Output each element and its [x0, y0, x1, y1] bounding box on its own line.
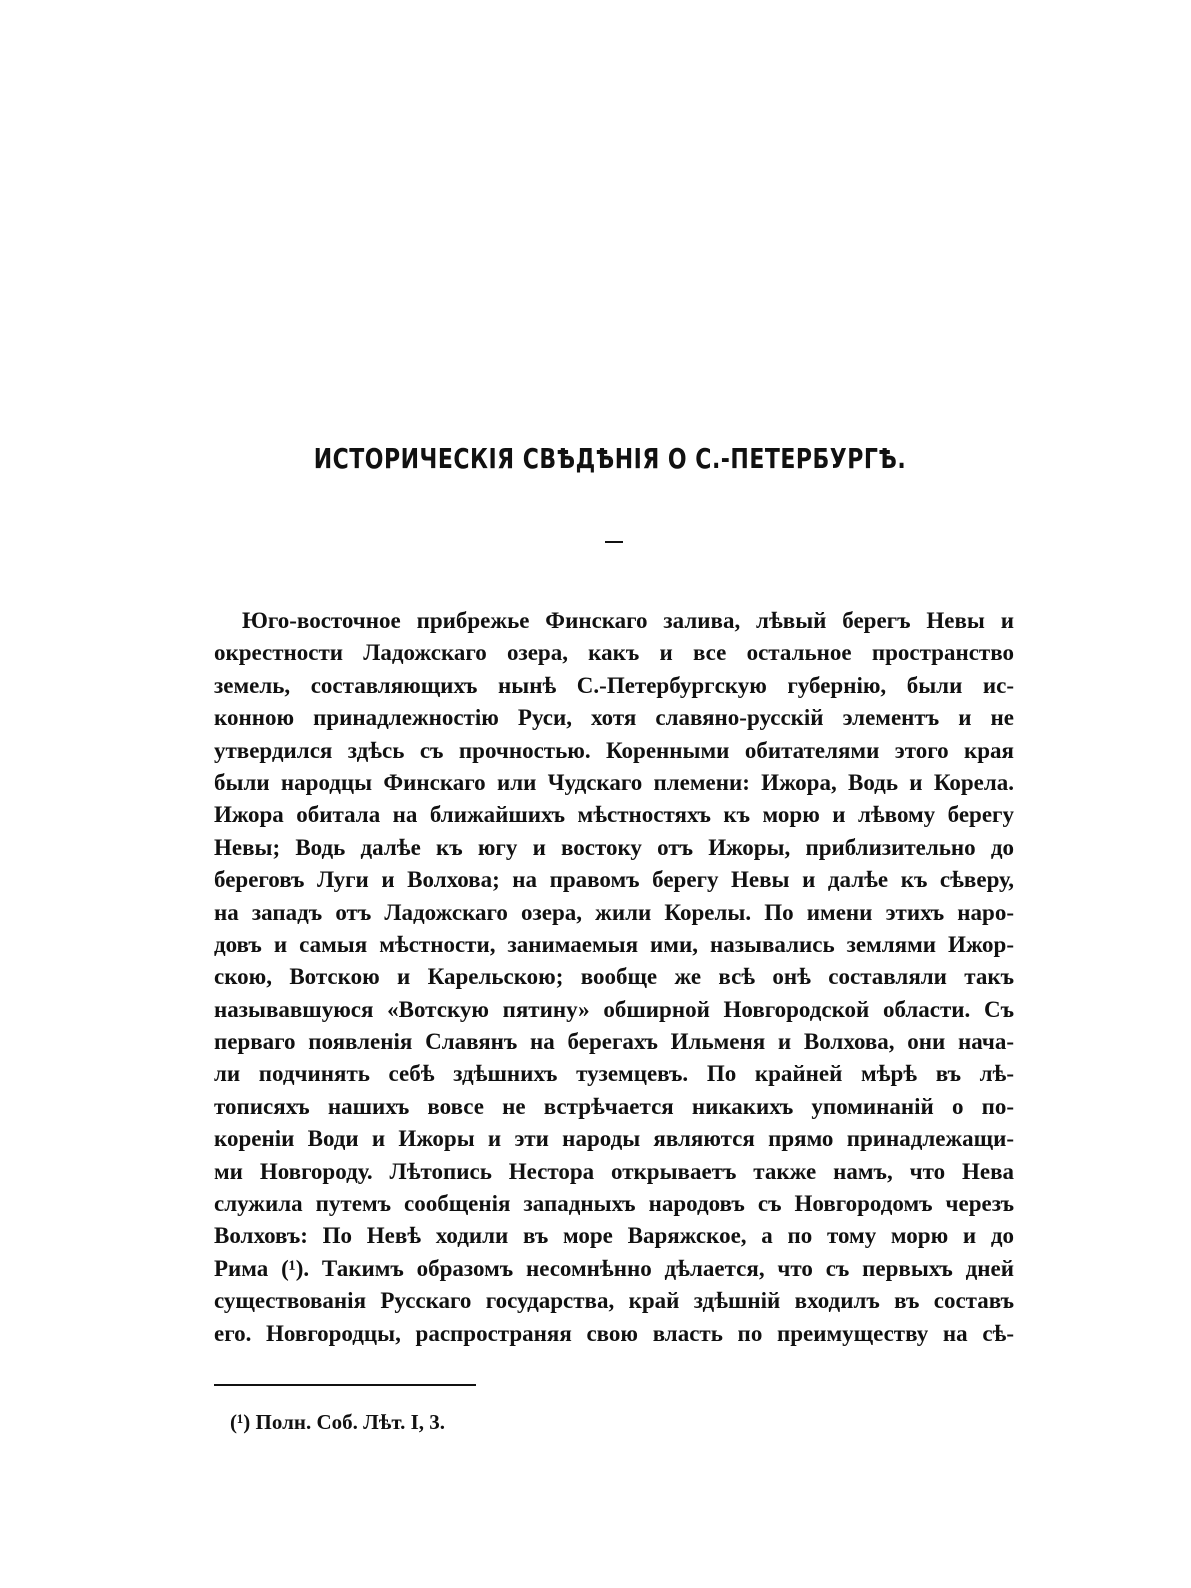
text-line: ми Новгороду. Лѣтопись Нестора открываетъ также намъ, что Нева — [214, 1158, 1014, 1184]
text-line: существованія Русскаго государства, край здѣшній входилъ въ составъ — [214, 1288, 1014, 1314]
text-line: перваго появленія Славянъ на берегахъ Ильменя и Волхова, они нача- — [214, 1029, 1014, 1055]
text-line: называвшуюся «Вотскую пятину» обширной Новгородской области. Съ — [214, 996, 1014, 1022]
text-line: Рима (¹). Такимъ образомъ несомнѣнно дѣлается, что съ первыхъ дней — [214, 1255, 1014, 1281]
text-line: были народцы Финскаго или Чудскаго племени: Ижора, Водь и Корела. — [214, 769, 1014, 795]
text-line: его. Новгородцы, распространяя свою власть по преимуществу на сѣ- — [214, 1320, 1014, 1346]
text-line: довъ и самыя мѣстности, занимаемыя ими, назывались землями Ижор- — [214, 931, 1014, 957]
text-line: береговъ Луги и Волхова; на правомъ берегу Невы и далѣе къ сѣверу, — [214, 867, 1014, 893]
footnote-rule — [214, 1384, 476, 1386]
text-line: Ижора обитала на ближайшихъ мѣстностяхъ къ морю и лѣвому берегу — [214, 802, 1014, 828]
text-line: Невы; Водь далѣе къ югу и востоку отъ Ижоры, приблизительно до — [214, 834, 1014, 860]
text-line: конною принадлежностію Руси, хотя славяно-русскій элементъ и не — [214, 705, 1014, 731]
text-line: служила путемъ сообщенія западныхъ народовъ съ Новгородомъ черезъ — [214, 1191, 1014, 1217]
text-line: Волховъ: По Невѣ ходили въ море Варяжское, а по тому морю и до — [214, 1223, 1014, 1249]
text-line: скою, Вотскою и Карельскою; вообще же всѣ онѣ составляли такъ — [214, 964, 1014, 990]
footnote: (¹) Полн. Соб. Лѣт. I, 3. — [230, 1410, 446, 1434]
text-line: кореніи Води и Ижоры и эти народы являются прямо принадлежащи- — [214, 1126, 1014, 1152]
text-line: окрестности Ладожскаго озера, какъ и все остальное пространство — [214, 640, 1014, 666]
body-paragraph — [214, 605, 1014, 1350]
text-line: утвердился здѣсь съ прочностью. Коренными обитателями этого края — [214, 737, 1014, 763]
title-separator — [605, 541, 623, 543]
text-line: ли подчинять себѣ здѣшнихъ туземцевъ. По крайней мѣрѣ въ лѣ- — [214, 1061, 1014, 1087]
page-title: ИСТОРИЧЕСКІЯ СВѢДѢНІЯ О С.-ПЕТЕРБУРГѢ. — [313, 444, 907, 476]
text-line: на западъ отъ Ладожскаго озера, жили Корелы. По имени этихъ наро- — [214, 899, 1014, 925]
text-line: Юго-восточное прибрежье Финскаго залива, лѣвый берегъ Невы и — [242, 608, 1014, 633]
text-line: тописяхъ нашихъ вовсе не встрѣчается никакихъ упоминаній о по- — [214, 1093, 1014, 1119]
text-line: земель, составляющихъ нынѣ С.-Петербургскую губернію, были ис- — [214, 672, 1014, 698]
